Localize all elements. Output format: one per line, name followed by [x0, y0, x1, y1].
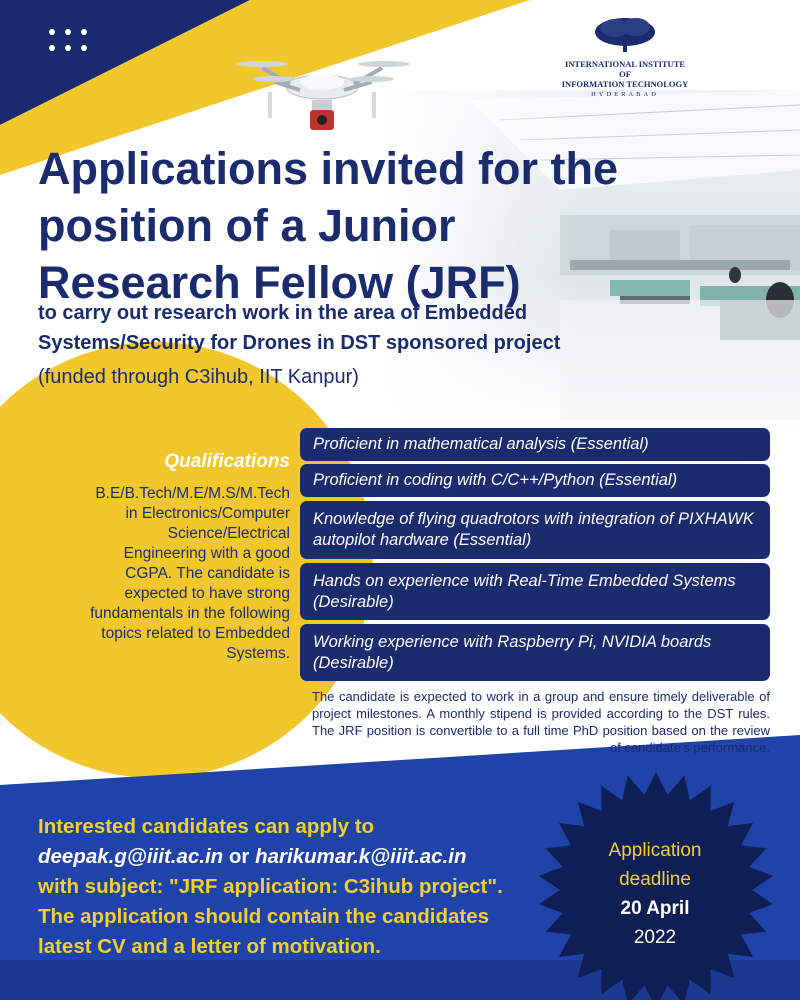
- email-or: or: [228, 845, 250, 868]
- logo-line-1: INTERNATIONAL INSTITUTE OF: [564, 59, 686, 79]
- requirement-text: Knowledge of flying quadrotors with integration of PIXHAWK autopilot hardware (Essential): [313, 510, 754, 549]
- tree-icon: [560, 14, 690, 54]
- requirement-item: [300, 501, 770, 559]
- email-link-harikumar[interactable]: harikumar.k@iiit.ac.in: [255, 845, 467, 868]
- requirement-item: [300, 464, 770, 497]
- requirement-text: Hands on experience with Real-Time Embedded Systems (Desirable): [313, 571, 736, 611]
- position-note: The candidate is expected to work in a group and ensure timely deliverable of project milestones. A monthly stipend is provided according to the DST rules. The JRF position is convertible to a full time PhD position based on the review of candidate's performance.: [312, 689, 770, 755]
- funding-note: (funded through C3ihub, IIT Kanpur): [38, 366, 359, 388]
- requirement-item: [300, 624, 770, 681]
- apply-line-1: Interested candidates can apply to: [38, 815, 375, 838]
- page-subtitle: to carry out research work in the area of Embedded Systems/Security for Drones in DST sponsored project: [38, 302, 561, 354]
- deadline-badge: [580, 836, 730, 952]
- requirement-text: Proficient in coding with C/C++/Python (Essential): [313, 471, 678, 489]
- apply-emails: [38, 842, 538, 872]
- iiit-logo: [560, 14, 690, 100]
- requirement-text: Working experience with Raspberry Pi, NVIDIA boards (Desirable): [313, 632, 712, 672]
- apply-instructions: [38, 812, 538, 962]
- deadline-year: 2022: [633, 927, 677, 948]
- requirement-item: [300, 563, 770, 620]
- apply-contents: The application should contain the candidates latest CV and a letter of motivation.: [38, 905, 490, 958]
- deadline-label: Application deadline: [608, 840, 702, 890]
- page-title: Applications invited for the position of a Junior Research Fellow (JRF): [38, 143, 619, 308]
- logo-line-2: INFORMATION TECHNOLOGY: [561, 79, 689, 89]
- logo-line-3: HYDERABAD: [591, 91, 659, 98]
- apply-subject: with subject: "JRF application: C3ihub project".: [38, 875, 503, 898]
- requirement-text: Proficient in mathematical analysis (Essential): [313, 435, 649, 453]
- qualifications-heading: Qualifications: [164, 451, 290, 472]
- email-link-deepak[interactable]: deepak.g@iiit.ac.in: [38, 845, 224, 868]
- qualifications-text: B.E/B.Tech/M.E/M.S/M.Tech in Electronics/Computer Science/Electrical Engineering with a good CGPA. The candidate is expected to have strong fundamentals in the following topics related to Embedded Systems.: [90, 485, 290, 662]
- deadline-date: 20 April: [620, 898, 690, 919]
- requirement-item: [300, 428, 770, 461]
